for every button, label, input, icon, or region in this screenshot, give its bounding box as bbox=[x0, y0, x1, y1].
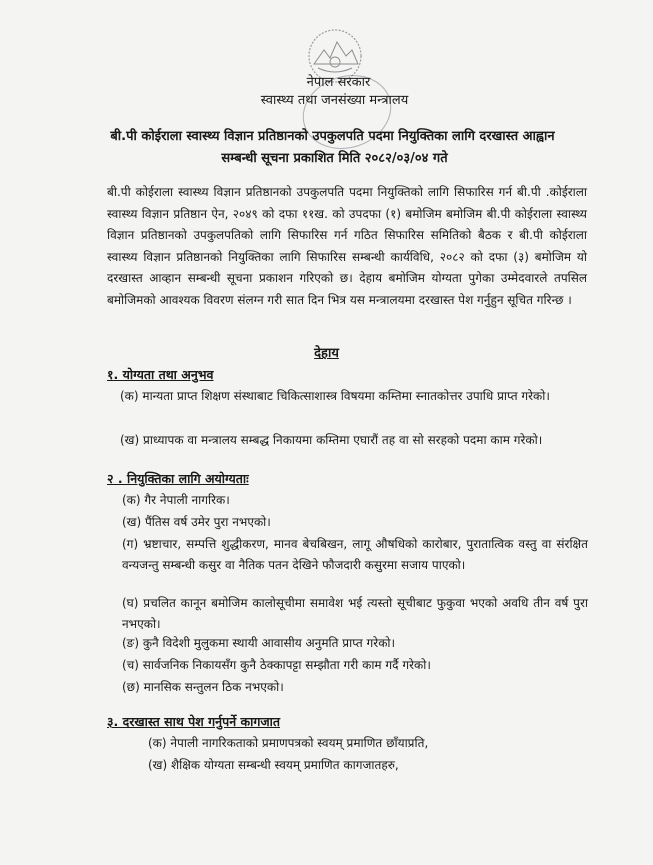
section2-item-nga: (ङ) कुनै विदेशी मुलुकमा स्थायी आवासीय अनुमति प्राप्त गरेको। bbox=[122, 636, 396, 650]
section1-heading: १. योग्यता तथा अनुभव bbox=[107, 367, 214, 382]
section2-item-ka: (क) गैर नेपाली नागरिक। bbox=[122, 493, 230, 507]
government-name: नेपाल सरकार bbox=[306, 75, 371, 90]
section2-heading: २ . नियुक्तिका लागि अयोग्यताः bbox=[107, 471, 249, 486]
section2-item-ga: (ग) भ्रष्टाचार, सम्पत्ति शुद्धीकरण, मानव बेचबिखन, लागू औषधिको कारोबार, पुरातात्विक वस्तु वा संरक्षित वन्यजन्तु सम्बन्धी कसुर वा नैतिक पतन देखिने फौजदारी कसुरमा सजाय पाएको। bbox=[122, 537, 588, 572]
section1-item-ka: (क) मान्यता प्राप्त शिक्षण संस्थाबाट चिकित्साशास्त्र विषयमा कम्तिमा स्नातकोत्तर उपाधि प्राप्त गरेको। bbox=[120, 389, 550, 403]
section3-item-ka: (क) नेपाली नागरिकताको प्रमाणपत्रको स्वयम् प्रमाणित छाँयाप्रति, bbox=[148, 736, 429, 750]
intro-paragraph: बी.पी कोईराला स्वास्थ्य विज्ञान प्रतिष्ठानको उपकुलपति पदमा नियुक्तिको लागि सिफारिस गर्न बी.पी .कोईराला स्वास्थ्य विज्ञान प्रतिष्ठान ऐन, २०४९ को दफा ११ख. को उपदफा (१) बमोजिम बमोजिम बी.पी कोईराला स्वास्थ्य विज्ञान प्रतिष्ठानको उपकुलपतिको लागि सिफारिस गर्न गठित सिफारिस समितिको बैठक र बी.पी कोईराला स्वास्थ्य विज्ञान प्रतिष्ठानको नियुक्तिका लागि सिफारिस सम्बन्धी कार्यविधि, २०८२ को दफा (३) बमोजिम यो दरखास्त आव्हान सम्बन्धी सूचना प्रकाशन गरिएको छ। देहाय बमोजिम योग्यता पुगेका उम्मेदवारले तपसिल बमोजिमको आवश्यक विवरण संलग्न गरी सात दिन भित्र यस मन्त्रालयमा दरखास्त पेश गर्नुहुन सूचित गरिन्छ । bbox=[107, 185, 587, 307]
notice-title-line1: बी.पी कोईराला स्वास्थ्य विज्ञान प्रतिष्ठानको उपकुलपति पदमा नियुक्तिका लागि दरखास्त आह्वान bbox=[110, 129, 555, 144]
section2-item-chha: (छ) मानसिक सन्तुलन ठिक नभएको। bbox=[122, 680, 284, 694]
section2-item-gha: (घ) प्रचलित कानून बमोजिम कालोसूचीमा समावेश भई त्यस्तो सूचीबाट फुकुवा भएको अवधि तीन वर्ष पुरा नभएको। bbox=[122, 596, 588, 631]
notice-title-line2: सम्बन्धी सूचना प्रकाशित मिति २०८२/०३/०४ गते bbox=[221, 151, 448, 166]
section1-item-kha: (ख) प्राध्यापक वा मन्त्रालय सम्बद्ध निकायमा कम्तिमा एघारौं तह वा सो सरहको पदमा काम गरेको। bbox=[120, 433, 543, 447]
section2-item-cha: (च) सार्वजनिक निकायसँग कुनै ठेक्कापट्टा सम्झौता गरी काम गर्दै गरेको। bbox=[122, 658, 431, 672]
section3-heading: ३. दरखास्त साथ पेश गर्नुपर्ने कागजात bbox=[107, 714, 281, 729]
dehaya-heading: देहाय bbox=[314, 346, 339, 361]
ministry-name: स्वास्थ्य तथा जनसंख्या मन्त्रालय bbox=[260, 93, 409, 108]
section3-item-kha: (ख) शैक्षिक योग्यता सम्बन्धी स्वयम् प्रमाणित कागजातहरु, bbox=[148, 758, 399, 772]
section2-item-kha: (ख) पैंतिस वर्ष उमेर पुरा नभएको। bbox=[122, 515, 271, 529]
